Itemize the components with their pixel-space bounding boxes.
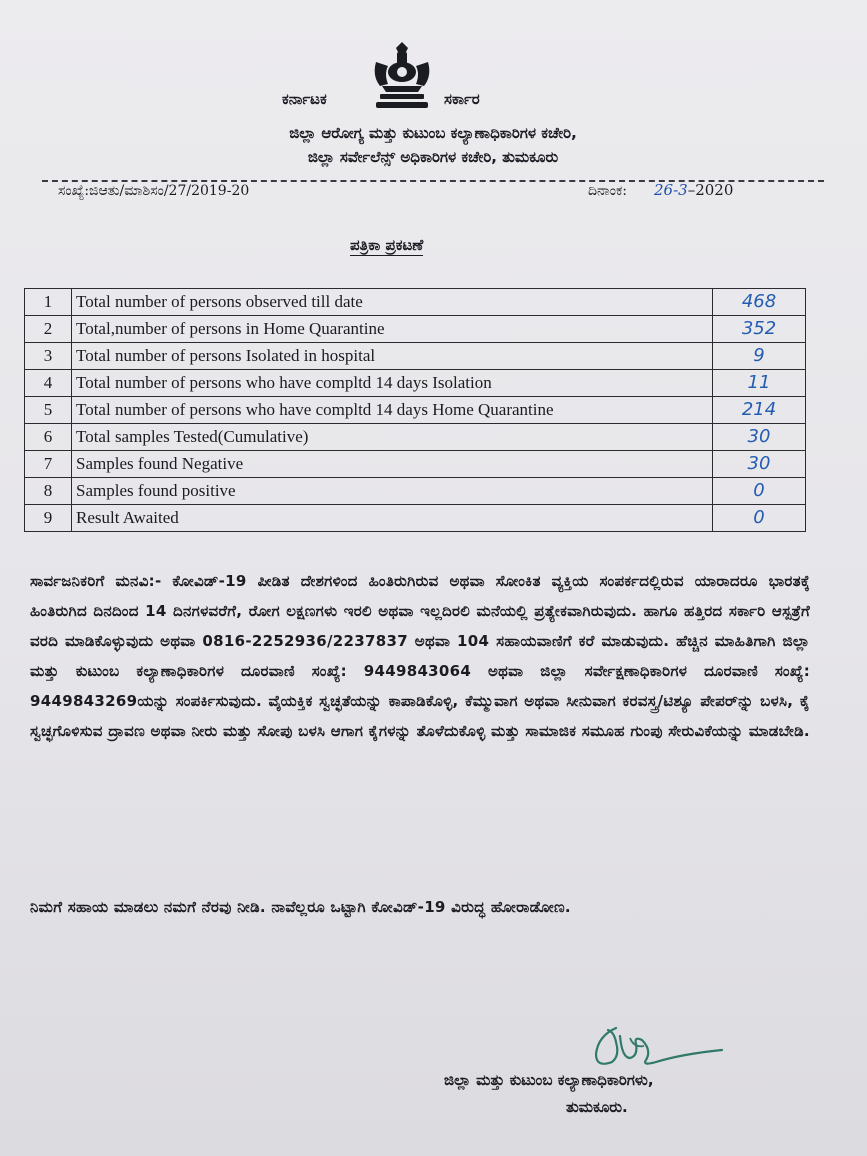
table-cell-label: Total samples Tested(Cumulative) [72, 424, 713, 451]
table-row [25, 505, 806, 532]
date-label: ದಿನಾಂಕ: [588, 183, 627, 199]
reference-number: ಸಂಖ್ಯೆ:ಜಿಆತು/ಮಾಶಿಸಂ/27/2019-20 [58, 183, 250, 199]
handwritten-signature-icon [586, 1018, 726, 1078]
table-cell-number: 6 [25, 424, 72, 451]
table-cell-value: 30 [713, 451, 806, 478]
table-cell-label: Total number of persons observed till date [72, 289, 713, 316]
table-row [25, 289, 806, 316]
table-cell-value: 9 [713, 343, 806, 370]
table-row [25, 478, 806, 505]
table-cell-label: Total,number of persons in Home Quarantine [72, 316, 713, 343]
table-cell-number: 1 [25, 289, 72, 316]
table-row [25, 451, 806, 478]
table-cell-number: 2 [25, 316, 72, 343]
government-name-right: ಸರ್ಕಾರ [444, 90, 480, 108]
table-row [25, 397, 806, 424]
table-cell-value: 214 [713, 397, 806, 424]
closing-appeal-paragraph: ನಿಮಗೆ ಸಹಾಯ ಮಾಡಲು ನಮಗೆ ನೆರವು ನೀಡಿ. ನಾವೆಲ್ಲರೂ ಒಟ್ಟಾಗಿ ಕೋವಿಡ್-19 ವಿರುದ್ಧ ಹೋರಾಡೋಣ. [30, 898, 571, 916]
signatory-designation: ಜಿಲ್ಲಾ ಮತ್ತು ಕುಟುಂಬ ಕಲ್ಯಾಣಾಧಿಕಾರಿಗಳು, [444, 1071, 654, 1089]
table-cell-number: 7 [25, 451, 72, 478]
table-cell-number: 4 [25, 370, 72, 397]
office-title-line1: ಜಿಲ್ಲಾ ಆರೋಗ್ಯ ಮತ್ತು ಕುಟುಂಬ ಕಲ್ಯಾಣಾಧಿಕಾರಿಗಳ ಕಚೇರಿ, [289, 124, 577, 142]
table-cell-value: 30 [713, 424, 806, 451]
table-cell-number: 3 [25, 343, 72, 370]
table-cell-number: 9 [25, 505, 72, 532]
table-cell-number: 8 [25, 478, 72, 505]
table-cell-label: Samples found Negative [72, 451, 713, 478]
table-cell-value: 0 [713, 505, 806, 532]
table-cell-value: 0 [713, 478, 806, 505]
table-row [25, 316, 806, 343]
table-cell-value: 468 [713, 289, 806, 316]
signatory-location: ತುಮಕೂರು. [566, 1098, 628, 1116]
table-row [25, 370, 806, 397]
press-release-heading: ಪತ್ರಿಕಾ ಪ್ರಕಟಣೆ [350, 236, 424, 254]
date-handwritten: 26-3 [654, 181, 688, 199]
date-year: –2020 [687, 181, 734, 199]
date-value [654, 181, 733, 199]
public-appeal-paragraph: ಸಾರ್ವಜನಿಕರಿಗೆ ಮನವಿ:- ಕೋವಿಡ್-19 ಪೀಡಿತ ದೇಶಗಳಿಂದ ಹಿಂತಿರುಗಿರುವ ಅಥವಾ ಸೋಂಕಿತ ವ್ಯಕ್ತಿಯ ಸಂಪರ್ಕದಲ್ಲಿರುವ ಯಾರಾದರೂ ಭಾರತಕ್ಕೆ ಹಿಂತಿರುಗಿದ ದಿನದಿಂದ 14 ದಿನಗಳವರೆಗೆ, ರೋಗ ಲಕ್ಷಣಗಳು ಇರಲಿ ಅಥವಾ ಇಲ್ಲದಿರಲಿ ಮನೆಯಲ್ಲಿ ಪ್ರತ್ಯೇಕವಾಗಿರುವುದು. ಹಾಗೂ ಹತ್ತಿರದ ಸರ್ಕಾರಿ ಆಸ್ಪತ್ರೆಗೆ ವರದಿ ಮಾಡಿಕೊಳ್ಳುವುದು ಅಥವಾ 0816-2252936/2237837 ಅಥವಾ 104 ಸಹಾಯವಾಣಿಗೆ ಕರೆ ಮಾಡುವುದು. ಹೆಚ್ಚಿನ ಮಾಹಿತಿಗಾಗಿ ಜಿಲ್ಲಾ ಮತ್ತು ಕುಟುಂಬ ಕಲ್ಯಾಣಾಧಿಕಾರಿಗಳ ದೂರವಾಣಿ ಸಂಖ್ಯೆ: 9449843064 ಅಥವಾ ಜಿಲ್ಲಾ ಸರ್ವೇಕ್ಷಣಾಧಿಕಾರಿಗಳ ದೂರವಾಣಿ ಸಂಖ್ಯೆ: 9449843269ಯನ್ನು ಸಂಪರ್ಕಿಸುವುದು. ವೈಯಕ್ತಿಕ ಸ್ವಚ್ಛತೆಯನ್ನು ಕಾಪಾಡಿಕೊಳ್ಳಿ, ಕೆಮ್ಮುವಾಗ ಅಥವಾ ಸೀನುವಾಗ ಕರವಸ್ತ್ರ/ಟಿಶ್ಯೂ ಪೇಪರ್‌ನ್ನು ಬಳಸಿ, ಕೈ ಸ್ವಚ್ಛಗೊಳಿಸುವ ದ್ರಾವಣ ಅಥವಾ ನೀರು ಮತ್ತು ಸೋಪು ಬಳಸಿ ಆಗಾಗ ಕೈಗಳನ್ನು ತೊಳೆದುಕೊಳ್ಳಿ ಮತ್ತು ಸಾಮಾಜಿಕ ಸಮೂಹ ಗುಂಪು ಸೇರುವಿಕೆಯನ್ನು ಮಾಡಬೇಡಿ. [30, 572, 810, 740]
table-cell-number: 5 [25, 397, 72, 424]
table-cell-label: Total number of persons who have compltd 14 days Isolation [72, 370, 713, 397]
table-row [25, 343, 806, 370]
table-row [25, 424, 806, 451]
karnataka-emblem-icon [362, 42, 442, 110]
office-title-line2: ಜಿಲ್ಲಾ ಸರ್ವೇಲೆನ್ಸ್ ಅಧಿಕಾರಿಗಳ ಕಚೇರಿ, ತುಮಕೂರು [307, 148, 559, 166]
table-cell-label: Samples found positive [72, 478, 713, 505]
table-cell-value: 352 [713, 316, 806, 343]
table-cell-label: Total number of persons who have compltd 14 days Home Quarantine [72, 397, 713, 424]
government-name-left: ಕರ್ನಾಟಕ [282, 90, 327, 108]
table-cell-label: Result Awaited [72, 505, 713, 532]
table-cell-value: 11 [713, 370, 806, 397]
table-cell-label: Total number of persons Isolated in hospital [72, 343, 713, 370]
statistics-table [24, 288, 806, 532]
